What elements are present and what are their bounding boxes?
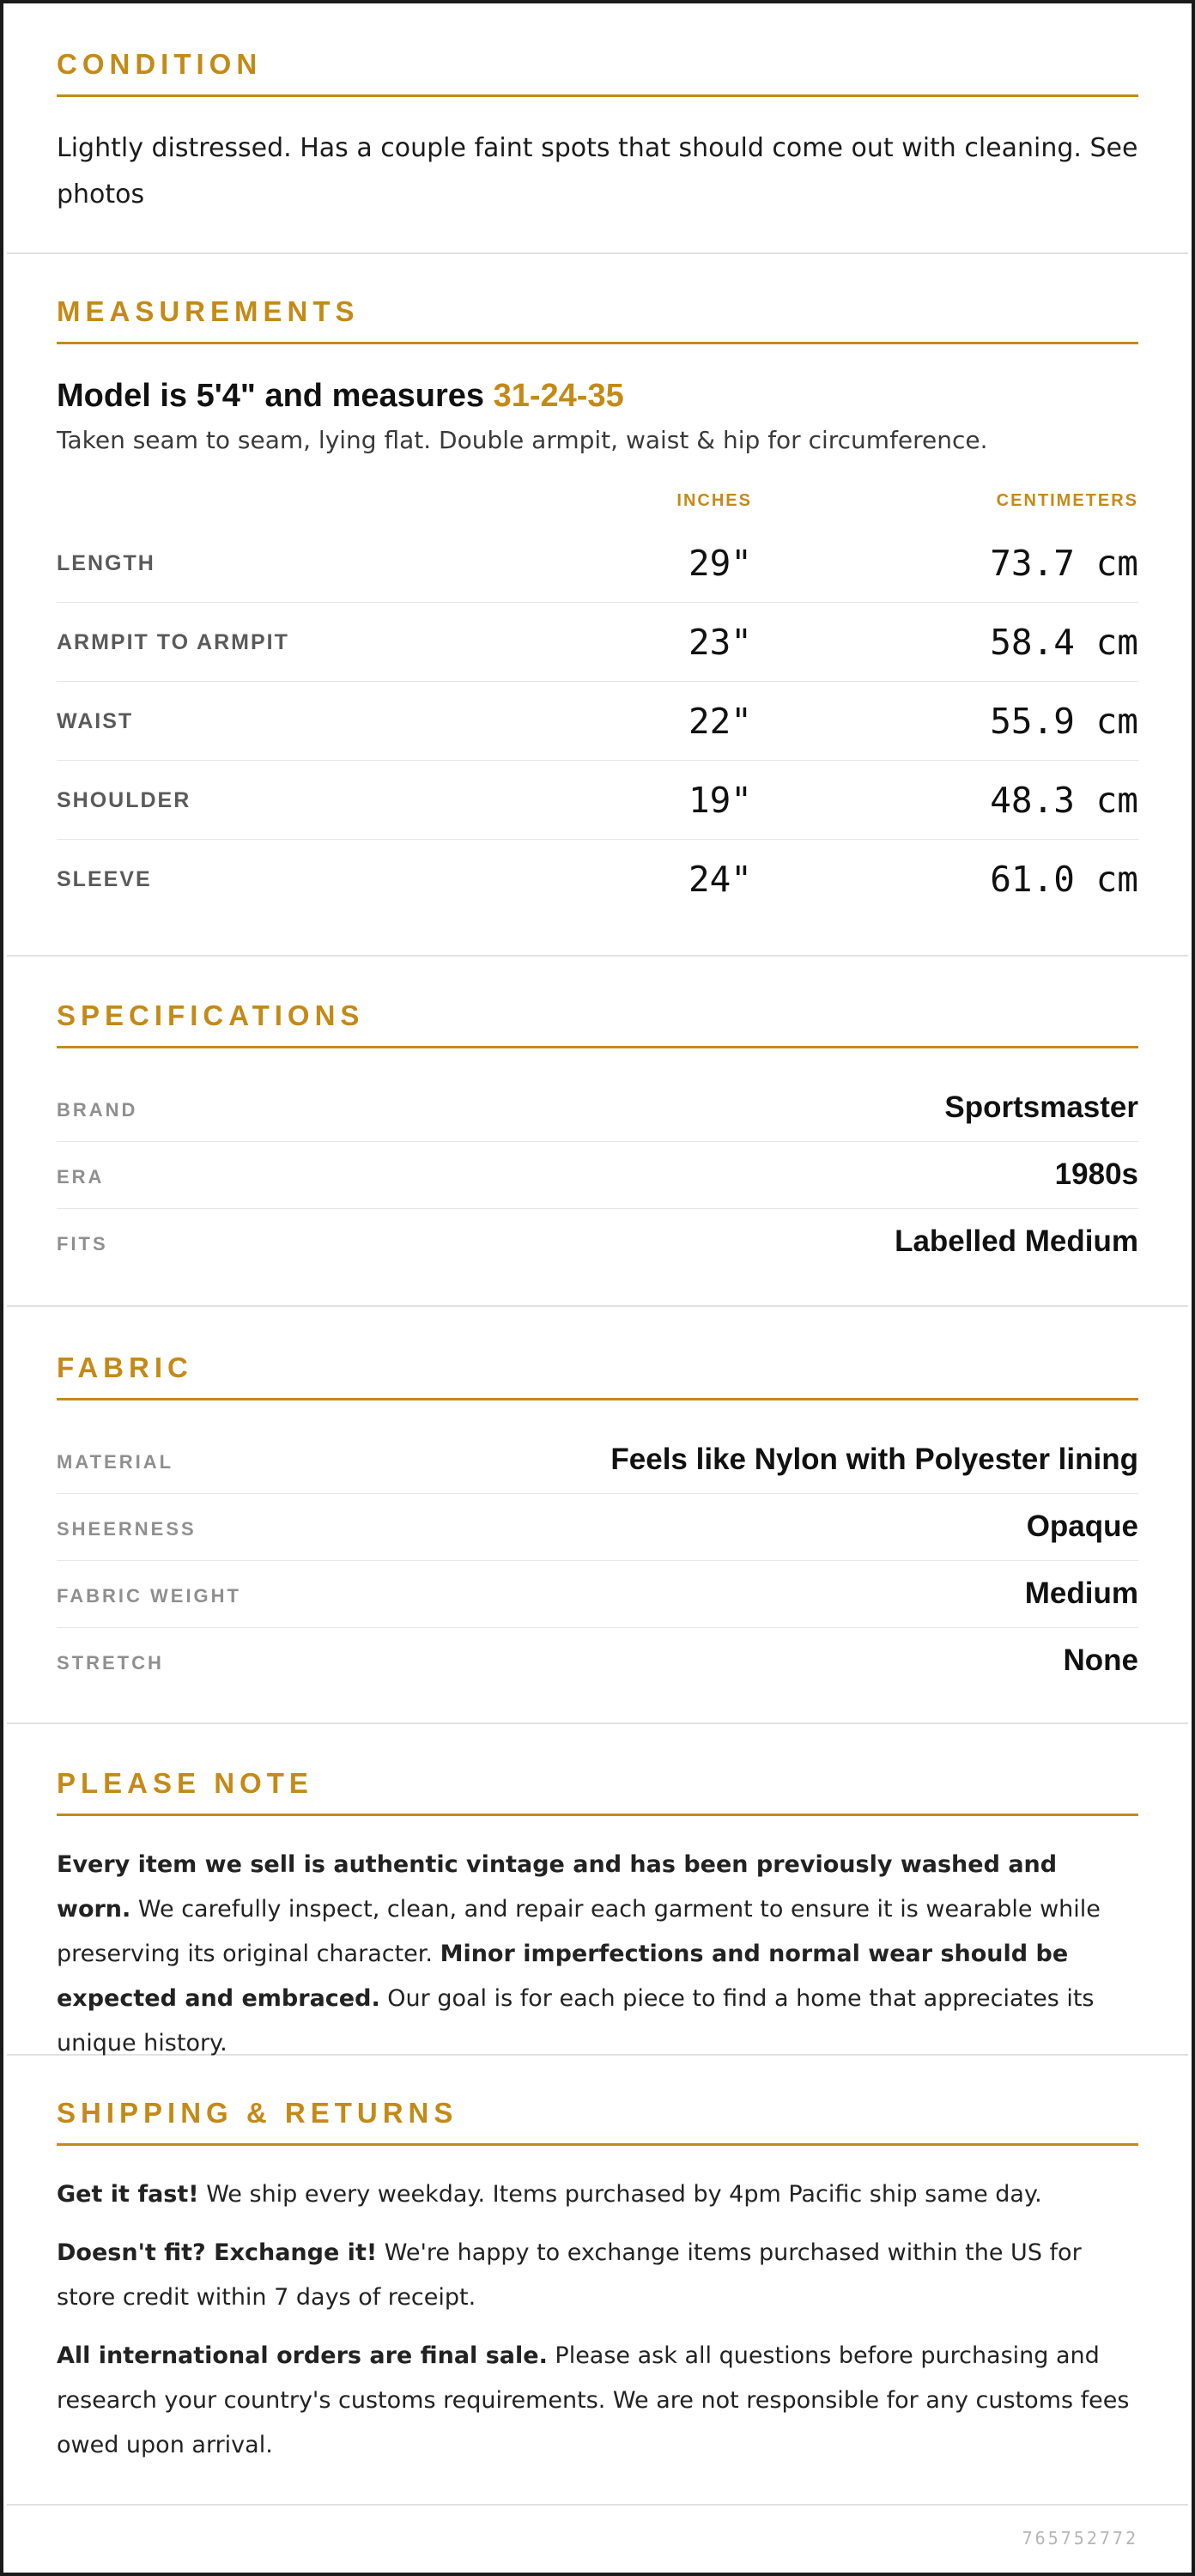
measurement-row bbox=[57, 524, 1138, 603]
note-text-2: Our goal is for each piece to find a home that appreciates its unique history. bbox=[57, 1985, 1095, 2057]
shipping-paragraph-1 bbox=[57, 2172, 1138, 2217]
spec-value: Labelled Medium bbox=[895, 1224, 1138, 1258]
shipping-text-1: We ship every weekday. Items purchased by 4pm Pacific ship same day. bbox=[198, 2181, 1042, 2208]
measurement-label: SHOULDER bbox=[57, 788, 191, 812]
model-measurements bbox=[57, 378, 624, 415]
shipping-bold-3: All international orders are final sale. bbox=[57, 2342, 548, 2369]
fabric-value: Feels like Nylon with Polyester lining bbox=[610, 1443, 1138, 1476]
shipping-paragraph-2 bbox=[57, 2231, 1138, 2320]
measurement-inches: 29" bbox=[688, 543, 752, 584]
section-title: PLEASE NOTE bbox=[57, 1767, 313, 1799]
measurement-row bbox=[57, 840, 1138, 919]
column-header-centimeters: CENTIMETERS bbox=[996, 491, 1138, 510]
section-rule bbox=[57, 1046, 1138, 1048]
spec-label: BRAND bbox=[57, 1099, 138, 1121]
fabric-section bbox=[7, 1307, 1188, 1724]
condition-section bbox=[7, 3, 1188, 254]
measurement-inches: 24" bbox=[688, 859, 752, 900]
shipping-text-3: Please ask all questions before purchasing and research your country's customs requirements. We are not responsible for any customs fees owed upon arrival. bbox=[57, 2342, 1130, 2458]
section-title: CONDITION bbox=[57, 48, 263, 80]
note-text-1: We carefully inspect, clean, and repair each garment to ensure it is wearable while preserving its original character. bbox=[57, 1896, 1101, 1967]
measurement-label: ARMPIT TO ARMPIT bbox=[57, 630, 289, 654]
model-prefix: Model is 5'4" and measures bbox=[57, 378, 494, 414]
shipping-paragraph-3 bbox=[57, 2334, 1138, 2468]
measurement-row bbox=[57, 761, 1138, 840]
fabric-value: Medium bbox=[1024, 1577, 1138, 1610]
spec-row bbox=[57, 1209, 1138, 1276]
shipping-bold-1: Get it fast! bbox=[57, 2181, 199, 2208]
section-rule bbox=[57, 1814, 1138, 1816]
section-title: MEASUREMENTS bbox=[57, 295, 360, 327]
fabric-value: Opaque bbox=[1026, 1510, 1138, 1543]
section-title: SHIPPING & RETURNS bbox=[57, 2097, 458, 2129]
measurement-cm: 73.7 cm bbox=[990, 543, 1138, 584]
section-rule bbox=[57, 1398, 1138, 1400]
section-title: SPECIFICATIONS bbox=[57, 999, 365, 1031]
measurement-cm: 55.9 cm bbox=[990, 701, 1138, 742]
specifications-section bbox=[7, 957, 1188, 1307]
fabric-label: MATERIAL bbox=[57, 1451, 174, 1473]
measurement-label: SLEEVE bbox=[57, 867, 152, 891]
measurement-inches: 22" bbox=[688, 701, 752, 742]
note-bold-2: Minor imperfections and normal wear should be expected and embraced. bbox=[57, 1941, 1069, 2012]
note-bold-1: Every item we sell is authentic vintage and has been previously washed and worn. bbox=[57, 1851, 1058, 1923]
spec-value: 1980s bbox=[1054, 1157, 1138, 1191]
section-rule bbox=[57, 342, 1138, 344]
measurement-cm: 48.3 cm bbox=[990, 780, 1138, 821]
measurement-label: WAIST bbox=[57, 709, 134, 733]
spec-label: ERA bbox=[57, 1166, 105, 1188]
section-title: FABRIC bbox=[57, 1352, 193, 1383]
condition-text: Lightly distressed. Has a couple faint spots that should come out with cleaning. See photos bbox=[57, 133, 1138, 210]
shipping-text-2: We're happy to exchange items purchased within the US for store credit within 7 days of receipt. bbox=[57, 2239, 1082, 2311]
spec-row bbox=[57, 1142, 1138, 1209]
measurement-cm: 61.0 cm bbox=[990, 859, 1138, 900]
measurement-label: LENGTH bbox=[57, 551, 155, 575]
section-rule bbox=[57, 2143, 1138, 2146]
fabric-label: FABRIC WEIGHT bbox=[57, 1585, 241, 1607]
item-code: 765752772 bbox=[1022, 2528, 1138, 2549]
fabric-row bbox=[57, 1561, 1138, 1628]
column-header-inches: INCHES bbox=[676, 491, 752, 510]
please-note-text bbox=[57, 1843, 1138, 2066]
fabric-label: SHEERNESS bbox=[57, 1518, 197, 1540]
measurement-inches: 23" bbox=[688, 622, 752, 663]
spec-row bbox=[57, 1075, 1138, 1142]
shipping-bold-2: Doesn't fit? Exchange it! bbox=[57, 2239, 378, 2266]
measurement-row bbox=[57, 682, 1138, 761]
measurement-note: Taken seam to seam, lying flat. Double armpit, waist & hip for circumference. bbox=[57, 426, 988, 454]
fabric-row bbox=[57, 1494, 1138, 1561]
fabric-label: STRETCH bbox=[57, 1652, 164, 1674]
fabric-row bbox=[57, 1628, 1138, 1695]
measurement-inches: 19" bbox=[688, 780, 752, 821]
spec-value: Sportsmaster bbox=[944, 1091, 1138, 1124]
measurement-row bbox=[57, 603, 1138, 682]
measurement-cm: 58.4 cm bbox=[990, 622, 1138, 663]
fabric-value: None bbox=[1063, 1643, 1138, 1677]
fabric-row bbox=[57, 1427, 1138, 1494]
shipping-section bbox=[7, 2056, 1188, 2506]
model-measure-value: 31-24-35 bbox=[493, 378, 624, 414]
section-rule bbox=[57, 94, 1138, 97]
spec-label: FITS bbox=[57, 1233, 108, 1255]
please-note-section bbox=[7, 1724, 1188, 2056]
measurements-section bbox=[7, 254, 1188, 957]
